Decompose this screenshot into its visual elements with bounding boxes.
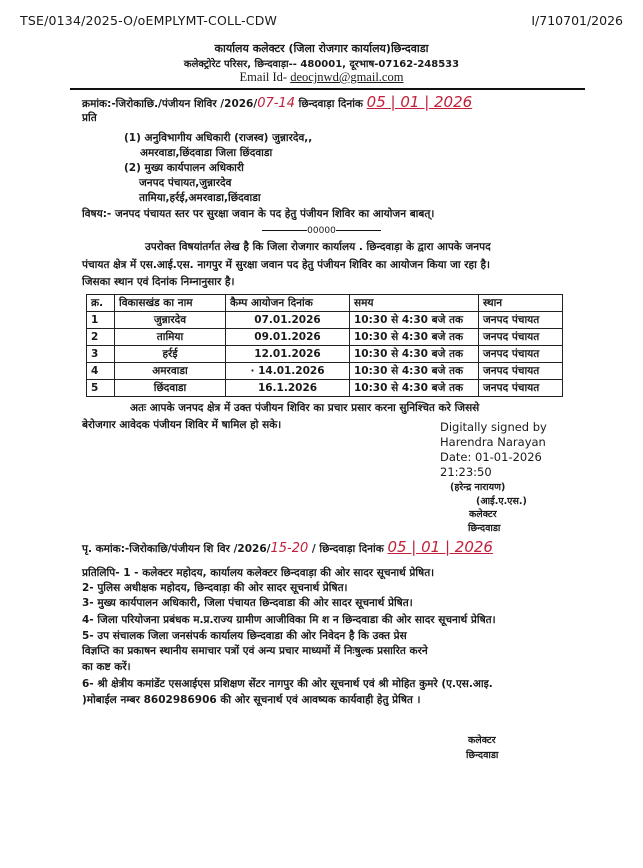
endorsement-place: छिन्दवाडा — [466, 750, 499, 761]
cell-venue: जनपद पंचायत — [479, 346, 563, 363]
recipient-2-line1: (2) मुख्य कार्यपालन अधिकारी — [124, 162, 244, 174]
section-divider — [0, 226, 643, 236]
cell-camp-date: 12.01.2026 — [226, 346, 350, 363]
recipient-1-line2: अमरवाडा,छिंदवाडा जिला छिंदवाडा — [140, 147, 273, 159]
endorsement-date-handwritten: 05 | 01 | 2026 — [387, 538, 493, 556]
table-row — [87, 363, 563, 380]
digital-signature-line-2: Harendra Narayan — [440, 435, 546, 449]
cell-camp-date: 09.01.2026 — [226, 329, 350, 346]
letter-number-handwritten: 07-14 — [257, 96, 295, 111]
endorsement-designation: कलेक्टर — [468, 735, 496, 746]
letter-place-date-label: छिन्दवाड़ा दिनांक — [298, 98, 363, 110]
table-row — [87, 312, 563, 329]
letter-date-handwritten: 05 | 01 | 2026 — [366, 93, 473, 111]
cell-camp-date: 07.01.2026 — [226, 312, 350, 329]
cell-block-name: अमरवाडा — [115, 363, 226, 380]
cell-camp-date: 16.1.2026 — [226, 380, 350, 397]
digital-signature-date: Date: 01-01-2026 — [440, 450, 542, 464]
table-header-row — [87, 295, 563, 312]
camp-schedule-table — [86, 294, 563, 397]
header-block-name: विकासखंड का नाम — [115, 295, 226, 312]
letter-number-prefix: क्रमांक:-जिरोकाछि./पंजीयन शिविर /2026/ — [82, 98, 258, 110]
office-address: कलेक्ट्रोरेट परिसर, छिन्दवाड़ा-- 480001, दूरभाष-07162-248533 — [183, 59, 460, 70]
recipient-1-line1: (1) अनुविभागीय अधिकारी (राजस्व) जुन्नारदेव,, — [124, 132, 313, 144]
signatory-place: छिन्दवाडा — [468, 523, 501, 534]
header-rule — [70, 88, 585, 90]
cell-block-name: तामिया — [115, 329, 226, 346]
recipient-2-line3: तामिया,हर्रई,अमरवाडा,छिंदवाडा — [139, 192, 261, 204]
subject-line — [82, 207, 434, 221]
copy-item-4: 4- जिला परियोजना प्रबंधक म.प्र.राज्य ग्रामीण आजीविका मि श न छिन्दवाडा की ओर सादर सूचनार्थ प्रेषित। — [82, 614, 496, 626]
cell-serial: 5 — [87, 380, 115, 397]
cell-time: 10:30 से 4:30 बजे तक — [350, 380, 479, 397]
cell-time: 10:30 से 4:30 बजे तक — [350, 346, 479, 363]
endorsement-place-date-label: / छिन्दवाड़ा दिनांक — [311, 543, 384, 555]
copy-item-5: 5- उप संचालक जिला जनसंपर्क कार्यालय छिन्दवाडा की ओर निवेदन है कि उक्त प्रेस — [82, 630, 407, 642]
office-name: कार्यालय कलेक्टर (जिला रोजगार कार्यालय)छिन्दवाडा — [214, 42, 429, 55]
cell-time: 10:30 से 4:30 बजे तक — [350, 329, 479, 346]
table-row — [87, 346, 563, 363]
cell-time: 10:30 से 4:30 बजे तक — [350, 312, 479, 329]
copy-item-5-cont: विज्ञप्ति का प्रकाषन स्थानीय समाचार पत्रों एवं अन्य प्रचार माध्यमों में निःषुल्क प्रसारित करने — [82, 645, 428, 657]
recipient-2-line2: जनपद पंचायत,जुन्नारदेव — [139, 177, 232, 189]
cell-time: 10:30 से 4:30 बजे तक — [350, 363, 479, 380]
digital-signature-time: 21:23:50 — [440, 465, 492, 479]
endorsement-number-line — [82, 538, 493, 556]
signatory-service: (आई.ए.एस.) — [476, 496, 527, 507]
copy-item-2: 2- पुलिस अधीक्षक महोदय, छिन्दवाड़ा की ओर सादर सूचनार्थ प्रेषित। — [82, 582, 348, 594]
divider-text: 00000 — [307, 226, 336, 236]
copy-item-6: 6- श्री क्षेत्रीय कमांडेंट एसआईएस प्रशिक्षण सेंटर नागपुर की ओर सूचनार्थ एवं श्री मोहित कुमरे (ए.एस.आइ. — [82, 678, 493, 690]
document-reference-number: TSE/0134/2025-O/oEMPLYMT-COLL-CDW — [20, 13, 278, 28]
body-line-2: पंचायत क्षेत्र में एस.आई.एस. नागपुर में सुरक्षा जवान पद हेतु पंजीयन शिविर का आयोजन किया जा रहा है। — [82, 259, 491, 271]
cell-block-name: जुन्नारदेव — [115, 312, 226, 329]
to-label: प्रति — [82, 112, 97, 124]
endorsement-number-prefix: पृ. कमांक:-जिरोकाछि/पंजीयन शि विर /2026/ — [82, 543, 271, 555]
closing-line-1: अतः आपके जनपद क्षेत्र में उक्त पंजीयन शिविर का प्रचार प्रसार करना सुनिश्चित करे जिससे — [130, 402, 480, 414]
email-link[interactable]: deocjnwd@gmail.com — [290, 70, 404, 84]
body-line-3: जिसका स्थान एवं दिनांक निम्नानुसार है। — [82, 276, 235, 288]
header-serial: क्र. — [87, 295, 115, 312]
signatory-designation: कलेक्टर — [469, 509, 497, 520]
cell-serial: 3 — [87, 346, 115, 363]
copy-item-3: 3- मुख्य कार्यपालन अधिकारी, जिला पंचायत छिन्दवाडा की ओर सादर सूचनार्थ प्रेषित। — [82, 597, 413, 609]
copy-item-1: प्रतिलिपि- 1 - कलेक्टर महोदय, कार्यालय कलेक्टर छिन्दवाड़ा की ओर सादर सूचनार्थ प्रेषित। — [82, 567, 435, 579]
cell-camp-date: · 14.01.2026 — [226, 363, 350, 380]
copy-item-5-end: का कष्ट करें। — [82, 661, 131, 673]
cell-venue: जनपद पंचायत — [479, 380, 563, 397]
body-line-1: उपरोक्त विषयांतर्गत लेख है कि जिला रोजगार कार्यालय . छिन्दवाड़ा के द्वारा आपके जनपद — [145, 241, 491, 253]
email-label: Email Id- — [239, 70, 288, 84]
inward-number: I/710701/2026 — [531, 13, 623, 28]
cell-block-name: छिंदवाडा — [115, 380, 226, 397]
cell-block-name: हर्रई — [115, 346, 226, 363]
letter-number-line — [82, 93, 472, 111]
cell-venue: जनपद पंचायत — [479, 329, 563, 346]
table-row — [87, 380, 563, 397]
cell-venue: जनपद पंचायत — [479, 312, 563, 329]
cell-serial: 1 — [87, 312, 115, 329]
header-camp-date: कैम्प आयोजन दिनांक — [226, 295, 350, 312]
closing-line-2: बेरोजगार आवेदक पंजीयन शिविर में षामिल हो सके। — [82, 419, 282, 431]
endorsement-number-handwritten: 15-20 — [270, 541, 309, 556]
signatory-name: (हरेन्द्र नारायण) — [450, 482, 506, 493]
header-venue: स्थान — [479, 295, 563, 312]
table-row — [87, 329, 563, 346]
office-email-line — [0, 70, 643, 85]
copy-item-6-cont: )मोबाईल नम्बर 8602986906 की ओर सूचनार्थ एवं आवष्यक कार्यवाही हेतु प्रेषित । — [82, 694, 421, 706]
digital-signature-line-1: Digitally signed by — [440, 420, 547, 434]
cell-serial: 2 — [87, 329, 115, 346]
subject-label: विषय:- — [82, 208, 112, 220]
subject-text: जनपद पंचायत स्तर पर सुरक्षा जवान के पद हेतु पंजीयन शिविर का आयोजन बाबत्। — [114, 208, 435, 220]
cell-venue: जनपद पंचायत — [479, 363, 563, 380]
cell-serial: 4 — [87, 363, 115, 380]
header-time: समय — [350, 295, 479, 312]
